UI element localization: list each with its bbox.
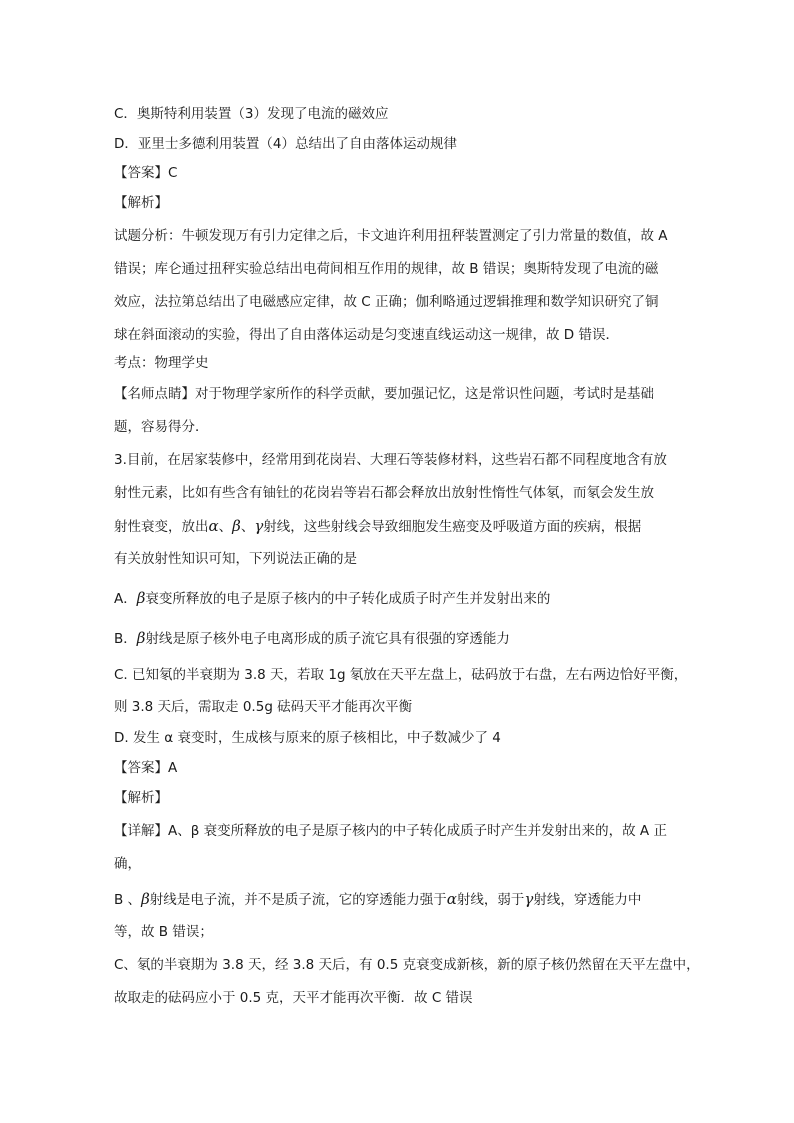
beta-symbol: β bbox=[141, 890, 150, 908]
q3-detail-c-line2: 故取走的砝码应小于 0.5 克，天平才能再次平衡．故 C 错误 bbox=[114, 990, 473, 1006]
q3-option-c: C. 已知氡的半衰期为 3.8 天，若取 1g 氡放在天平左盘上，砝码放于右盘，左右两边恰好平衡， bbox=[114, 667, 688, 683]
beta-symbol: β bbox=[232, 517, 241, 535]
tip-label: 【名师点睛】 bbox=[114, 386, 195, 402]
alpha-symbol: α bbox=[446, 890, 457, 908]
answer-label: 【答案】 bbox=[114, 165, 168, 181]
answer-value: A bbox=[168, 760, 178, 776]
q3-option-d: D. 发生 α 衰变时，生成核与原来的原子核相比，中子数减少了 4 bbox=[114, 730, 501, 746]
q3-detail-b: B 、β射线是电子流，并不是质子流，它的穿透能力强于α射线，弱于γ射线，穿透能力中 bbox=[114, 890, 642, 908]
answer-label: 【答案】 bbox=[114, 760, 168, 776]
q2-answer bbox=[114, 163, 177, 183]
alpha-symbol: α bbox=[208, 517, 219, 535]
q2-analysis-line: 效应，法拉第总结出了电磁感应定律，故 C 正确；伽利略通过逻辑推理和数学知识研究了铜 bbox=[114, 294, 659, 310]
q3-option-a: A．β衰变所释放的电子是原子核内的中子转化成质子时产生并发射出来的 bbox=[114, 589, 551, 607]
beta-symbol: β bbox=[136, 629, 146, 647]
q2-option-c: C．奥斯特利用装置（3）发现了电流的磁效应 bbox=[114, 106, 389, 122]
q3-stem-line: 射性衰变，放出α、β、γ射线，这些射线会导致细胞发生癌变及呼吸道方面的疾病，根据 bbox=[114, 517, 642, 535]
q3-stem-line: 有关放射性知识可知，下列说法正确的是 bbox=[114, 551, 357, 567]
q2-tip-line2: 题，容易得分． bbox=[114, 419, 209, 435]
q3-detail-c: C、氡的半衰期为 3.8 天，经 3.8 天后，有 0.5 克衰变成新核，新的原子核仍然留在天平左盘中， bbox=[114, 957, 700, 973]
q2-tip bbox=[114, 384, 654, 404]
q2-analysis-label: 【解析】 bbox=[114, 195, 168, 211]
tip-text: 对于物理学家所作的科学贡献，要加强记忆，这是常识性问题，考试时是基础 bbox=[195, 386, 654, 402]
q2-analysis-line: 球在斜面滚动的实验，得出了自由落体运动是匀变速直线运动这一规律，故 D 错误． bbox=[114, 327, 619, 343]
q3-stem-line: 射性元素，比如有些含有铀钍的花岗岩等岩石都会释放出放射性惰性气体氡，而氡会发生放 bbox=[114, 485, 654, 501]
q3-answer bbox=[114, 758, 177, 778]
q3-option-c-line2: 则 3.8 天后，需取走 0.5g 砝码天平才能再次平衡 bbox=[114, 699, 413, 715]
q3-detail-line: 确， bbox=[114, 856, 141, 872]
q2-option-d: D．亚里士多德利用装置（4）总结出了自由落体运动规律 bbox=[114, 136, 457, 152]
q3-stem-line: 3.目前，在居家装修中，经常用到花岗岩、大理石等装修材料，这些岩石都不同程度地含有放 bbox=[114, 452, 667, 468]
gamma-symbol: γ bbox=[524, 890, 534, 908]
q3-detail-b-line2: 等，故 B 错误； bbox=[114, 924, 213, 940]
gamma-symbol: γ bbox=[254, 517, 264, 535]
q3-detail-line: 【详解】A、β 衰变所释放的电子是原子核内的中子转化成质子时产生并发射出来的，故 A 正 bbox=[114, 823, 667, 839]
beta-symbol: β bbox=[136, 589, 146, 607]
q3-analysis-label: 【解析】 bbox=[114, 790, 168, 806]
q3-option-b: B．β射线是原子核外电子电离形成的质子流它具有很强的穿透能力 bbox=[114, 629, 510, 647]
q2-topic: 考点：物理学史 bbox=[114, 355, 209, 371]
q2-analysis-line: 试题分析：牛顿发现万有引力定律之后，卡文迪许利用扭秤装置测定了引力常量的数值，故 A bbox=[114, 228, 668, 244]
q2-analysis-line: 错误；库仑通过扭秤实验总结出电荷间相互作用的规律，故 B 错误；奥斯特发现了电流的磁 bbox=[114, 261, 659, 277]
answer-value: C bbox=[168, 165, 178, 181]
